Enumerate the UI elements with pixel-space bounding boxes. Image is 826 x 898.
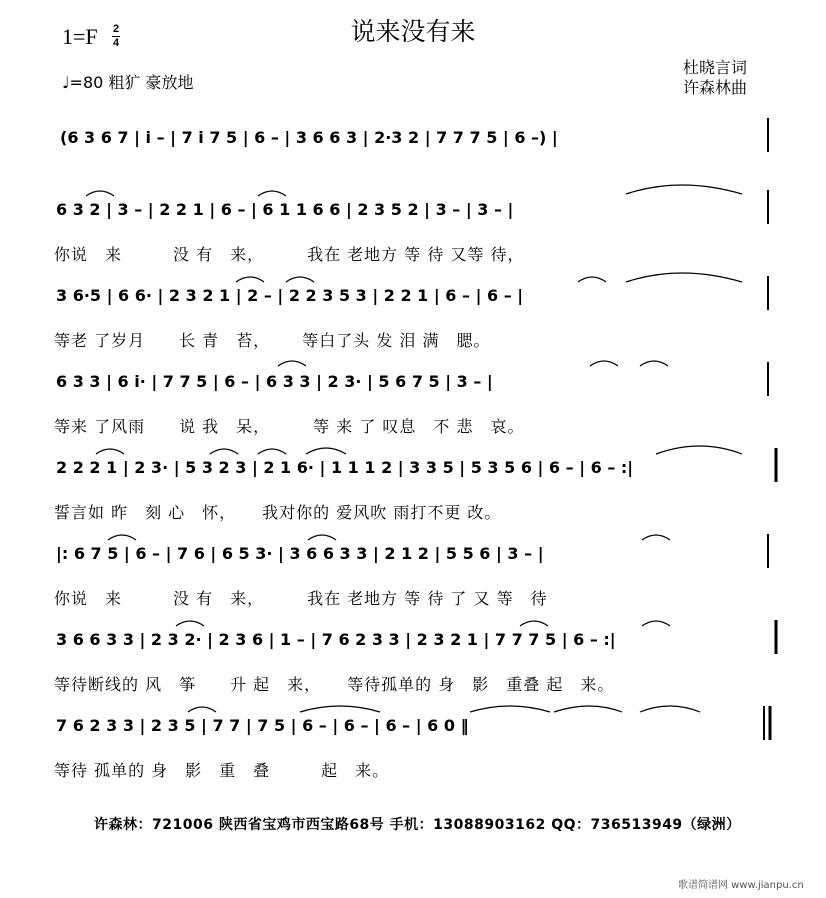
slur-mark	[96, 449, 124, 454]
tempo-marking: ♩=80 粗犷 豪放地	[62, 73, 194, 92]
notes-line-6: |: 6 7 5 | 6 – | 7 6 | 6 5 3· | 3 6 6 3 3 | 2 1 2 | 5 5 6 | 3 – |	[56, 544, 544, 563]
slur-mark	[258, 191, 286, 196]
notes-line-8: 7 6 2 3 3 | 2 3 5 | 7 7 | 7 5 | 6 – | 6 – | 6 – | 6 0 ‖	[56, 716, 469, 735]
slur-mark	[626, 185, 742, 194]
site-watermark: 歌谱简谱网 www.jianpu.cn	[678, 880, 804, 891]
slur-mark	[640, 361, 668, 366]
lyrics-line-5: 誓言如 昨 刻 心 怀， 我对你的 爱风吹 雨打不更 改。	[54, 503, 502, 522]
key-signature: 1=F	[62, 24, 98, 49]
slur-mark	[590, 361, 618, 366]
lyrics-line-8: 等待 孤单的 身 影 重 叠 起 来。	[54, 761, 390, 780]
slur-mark	[554, 706, 622, 712]
slur-mark	[642, 621, 670, 626]
slur-mark	[258, 449, 286, 454]
lyricist-credit: 杜晓言词	[683, 58, 748, 77]
slur-mark	[188, 707, 216, 712]
slur-mark	[520, 621, 548, 626]
slur-mark	[236, 277, 264, 282]
lyrics-line-7: 等待断线的 风 筝 升 起 来， 等待孤单的 身 影 重叠 起 来。	[54, 675, 615, 694]
slur-mark	[300, 706, 380, 712]
lyrics-line-6: 你说 来 没 有 来， 我在 老地方 等 待 了 又 等 待	[54, 589, 548, 608]
notes-line-1: (6 3 6 7 | i – | 7 i 7 5 | 6 – | 3 6 6 3 | 2·3 2 | 7 7 7 5 | 6 –) |	[60, 128, 558, 147]
slur-mark	[210, 449, 238, 454]
slur-mark	[108, 535, 136, 540]
notes-line-5: 2 2 2 1 | 2 3· | 5 3 2 3 | 2 1 6· | 1 1 1 2 | 3 3 5 | 5 3 5 6 | 6 – | 6 – :|	[56, 458, 634, 477]
slur-mark	[642, 535, 670, 540]
slur-mark	[86, 191, 114, 196]
notes-line-4: 6 3 3 | 6 i· | 7 7 5 | 6 – | 6 3 3 | 2 3· | 5 6 7 5 | 3 – |	[56, 372, 493, 391]
slur-mark	[626, 273, 742, 282]
slur-mark	[278, 361, 306, 366]
slur-mark	[470, 706, 550, 712]
slur-mark	[308, 535, 336, 540]
slur-mark	[306, 448, 346, 454]
contact-footer: 许森林：721006 陕西省宝鸡市西宝路68号 手机：13088903162 QQ：736513949（绿洲）	[94, 817, 741, 833]
notes-line-2: 6 3 2 | 3 – | 2 2 1 | 6 – | 6 1 1 6 6 | 2 3 5 2 | 3 – | 3 – |	[56, 200, 514, 219]
time-signature-top: 2	[112, 23, 120, 35]
lyrics-line-2: 你说 来 没 有 来， 我在 老地方 等 待 又等 待，	[54, 245, 525, 264]
slur-mark	[286, 277, 314, 282]
notes-line-3: 3 6·5 | 6 6· | 2 3 2 1 | 2 – | 2 2 3 5 3 | 2 2 1 | 6 – | 6 – |	[56, 286, 524, 305]
lyrics-line-4: 等来 了风雨 说 我 呆， 等 来 了 叹息 不 悲 哀。	[54, 417, 525, 436]
slur-mark	[176, 621, 204, 626]
composer-credit: 许森林曲	[683, 78, 748, 97]
lyrics-line-3: 等老 了岁月 长 青 苔， 等白了头 发 泪 满 腮。	[54, 331, 491, 350]
time-signature-bottom: 4	[112, 37, 120, 49]
notes-line-7: 3 6 6 3 3 | 2 3 2· | 2 3 6 | 1 – | 7 6 2 3 3 | 2 3 2 1 | 7 7 7 5 | 6 – :|	[56, 630, 616, 649]
song-title: 说来没有来	[350, 17, 476, 46]
slur-mark	[578, 277, 606, 282]
slur-mark	[656, 446, 742, 454]
slur-mark	[640, 706, 700, 712]
